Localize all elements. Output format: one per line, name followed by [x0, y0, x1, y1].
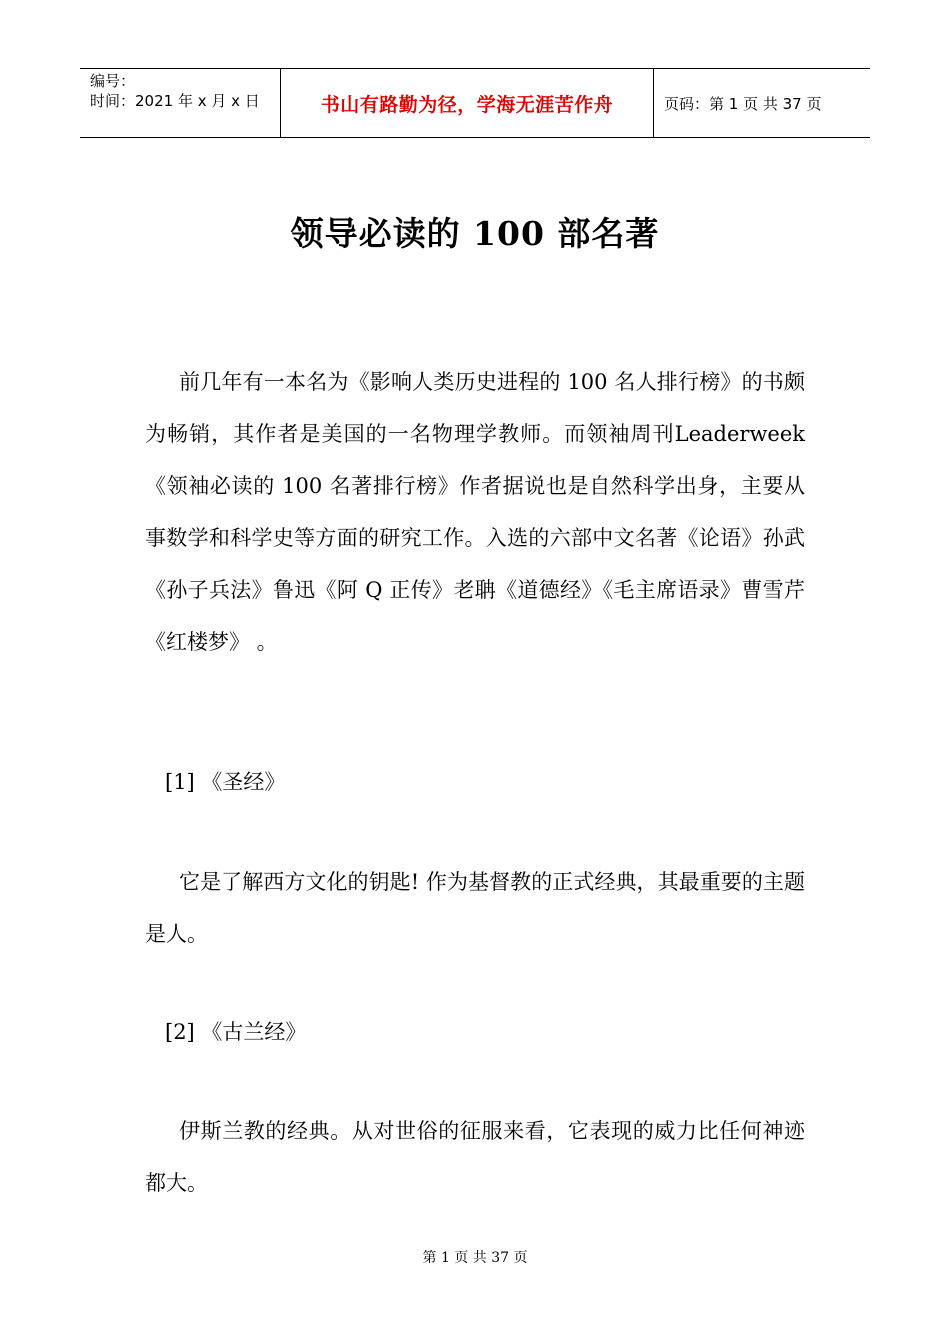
item-description-1: 它是了解西方文化的钥匙! 作为基督教的正式经典，其最重要的主题是人。	[145, 870, 805, 946]
header-page-info	[654, 69, 870, 137]
intro-paragraph: 前几年有一本名为《影响人类历史进程的 100 名人排行榜》的书颇为畅销，其作者是美国的一名物理学教师。而领袖周刊Leaderweek《领袖必读的 100 名著排行榜》作者据说也是自然科学出身，主要从事数学和科学史等方面的研究工作。入选的六部中文名著《论语》孙武《孙子兵法》鲁迅《阿 Q 正传》老聃《道德经》《毛主席语录》曹雪芹《红楼梦》 。	[145, 370, 805, 654]
date-label: 时间：2021 年 x 月 x 日	[90, 92, 260, 110]
item-heading-2: [2] 《古兰经》	[165, 1020, 307, 1044]
page-footer: 第 1 页 共 37 页	[422, 1250, 528, 1266]
header-motto-cell	[280, 69, 654, 137]
item-description-2: 伊斯兰教的经典。从对世俗的征服来看，它表现的威力比任何神迹都大。	[145, 1119, 805, 1195]
item-heading-1: [1] 《圣经》	[165, 770, 286, 794]
page-header	[80, 68, 870, 138]
document-title: 领导必读的 100 部名著	[290, 214, 660, 253]
serial-number-label: 编号：	[90, 72, 136, 90]
page-info-text: 页码：第 1 页 共 37 页	[664, 94, 822, 113]
header-meta	[80, 69, 280, 137]
motto-text: 书山有路勤为径，学海无涯苦作舟	[320, 93, 614, 116]
